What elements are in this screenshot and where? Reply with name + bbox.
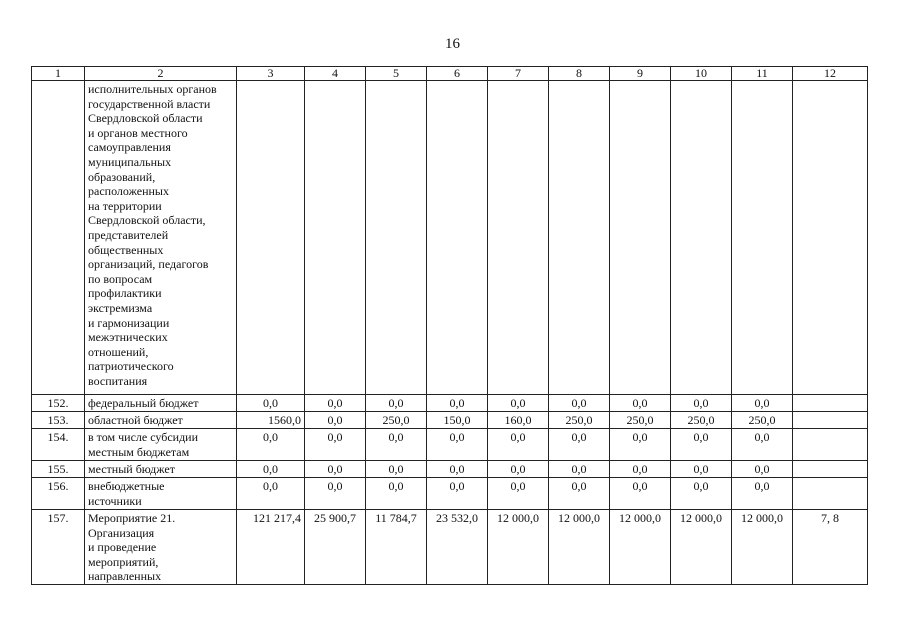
value-cell: 0,0 (427, 478, 488, 510)
target-index-cell (793, 412, 868, 429)
target-index-cell (793, 461, 868, 478)
value-cell: 250,0 (671, 412, 732, 429)
row-number-cell: 153. (32, 412, 85, 429)
value-cell: 0,0 (549, 478, 610, 510)
value-cell: 0,0 (549, 395, 610, 412)
value-cell: 0,0 (732, 478, 793, 510)
table-row (32, 429, 868, 461)
target-index-cell: 7, 8 (793, 510, 868, 585)
value-cell: 0,0 (305, 478, 366, 510)
target-index-cell (793, 395, 868, 412)
row-number-cell: 156. (32, 478, 85, 510)
table-row (32, 478, 868, 510)
value-cell: 0,0 (671, 461, 732, 478)
column-header: 5 (366, 67, 427, 81)
value-cell: 0,0 (671, 395, 732, 412)
value-cell: 0,0 (671, 429, 732, 461)
value-cell (732, 81, 793, 395)
row-name-cell: Мероприятие 21. Организация и проведение мероприятий, направленных (85, 510, 237, 585)
value-cell: 0,0 (366, 429, 427, 461)
value-cell (305, 81, 366, 395)
value-cell (549, 81, 610, 395)
value-cell: 0,0 (610, 429, 671, 461)
value-cell: 150,0 (427, 412, 488, 429)
table-row-continuation (32, 81, 868, 395)
value-cell: 0,0 (549, 429, 610, 461)
column-header: 2 (85, 67, 237, 81)
value-cell: 0,0 (427, 395, 488, 412)
value-cell: 0,0 (427, 429, 488, 461)
column-header: 6 (427, 67, 488, 81)
target-index-cell (793, 478, 868, 510)
value-cell: 160,0 (488, 412, 549, 429)
value-cell: 0,0 (488, 461, 549, 478)
value-cell (610, 81, 671, 395)
value-cell (488, 81, 549, 395)
target-index-cell (793, 429, 868, 461)
value-cell: 23 532,0 (427, 510, 488, 585)
column-header: 4 (305, 67, 366, 81)
value-cell: 250,0 (549, 412, 610, 429)
value-cell (671, 81, 732, 395)
budget-table (31, 66, 868, 585)
page-number: 16 (445, 36, 460, 52)
value-cell: 0,0 (305, 395, 366, 412)
table-row (32, 395, 868, 412)
value-cell: 25 900,7 (305, 510, 366, 585)
value-cell: 0,0 (305, 429, 366, 461)
value-cell: 0,0 (366, 478, 427, 510)
row-number-cell: 154. (32, 429, 85, 461)
value-cell: 12 000,0 (549, 510, 610, 585)
continuation-text: исполнительных органов государственной власти Свердловской области и органов местного самоуправления муниципальных образований, расположенных на территории Свердловской области, представителей общественных организаций, педагогов по вопросам профилактики экстремизма и гармонизации межэтнических отношений, патриотического воспитания (88, 82, 217, 388)
value-cell: 0,0 (305, 461, 366, 478)
value-cell: 0,0 (610, 461, 671, 478)
value-cell: 0,0 (237, 395, 305, 412)
row-name-cell: местный бюджет (85, 461, 237, 478)
row-number-cell (32, 81, 85, 395)
value-cell: 0,0 (366, 395, 427, 412)
table-row (32, 412, 868, 429)
column-header: 9 (610, 67, 671, 81)
header-row (32, 67, 868, 81)
row-name-cell: федеральный бюджет (85, 395, 237, 412)
value-cell: 0,0 (488, 478, 549, 510)
column-header: 8 (549, 67, 610, 81)
value-cell: 250,0 (610, 412, 671, 429)
value-cell: 0,0 (427, 461, 488, 478)
value-cell: 0,0 (732, 395, 793, 412)
value-cell (427, 81, 488, 395)
continuation-text-cell (85, 81, 237, 395)
column-header: 7 (488, 67, 549, 81)
value-cell: 0,0 (237, 478, 305, 510)
value-cell: 0,0 (488, 429, 549, 461)
column-header: 10 (671, 67, 732, 81)
value-cell: 12 000,0 (732, 510, 793, 585)
value-cell: 0,0 (237, 429, 305, 461)
value-cell: 12 000,0 (671, 510, 732, 585)
value-cell: 0,0 (732, 429, 793, 461)
value-cell: 11 784,7 (366, 510, 427, 585)
table-row (32, 510, 868, 585)
column-header: 11 (732, 67, 793, 81)
value-cell: 250,0 (366, 412, 427, 429)
value-cell: 0,0 (549, 461, 610, 478)
value-cell: 12 000,0 (488, 510, 549, 585)
value-cell: 12 000,0 (610, 510, 671, 585)
value-cell: 0,0 (610, 395, 671, 412)
value-cell: 0,0 (610, 478, 671, 510)
value-cell: 0,0 (732, 461, 793, 478)
value-cell (237, 81, 305, 395)
value-cell: 0,0 (671, 478, 732, 510)
value-cell (793, 81, 868, 395)
value-cell: 250,0 (732, 412, 793, 429)
row-number-cell: 155. (32, 461, 85, 478)
row-number-cell: 157. (32, 510, 85, 585)
column-header: 1 (32, 67, 85, 81)
row-name-cell: в том числе субсидии местным бюджетам (85, 429, 237, 461)
value-cell: 0,0 (305, 412, 366, 429)
value-cell: 0,0 (366, 461, 427, 478)
table-row (32, 461, 868, 478)
column-header: 12 (793, 67, 868, 81)
value-cell: 0,0 (488, 395, 549, 412)
value-cell (366, 81, 427, 395)
row-number-cell: 152. (32, 395, 85, 412)
value-cell: 0,0 (237, 461, 305, 478)
value-cell: 1560,0 (237, 412, 305, 429)
row-name-cell: внебюджетные источники (85, 478, 237, 510)
row-name-cell: областной бюджет (85, 412, 237, 429)
value-cell: 121 217,4 (237, 510, 305, 585)
column-header: 3 (237, 67, 305, 81)
